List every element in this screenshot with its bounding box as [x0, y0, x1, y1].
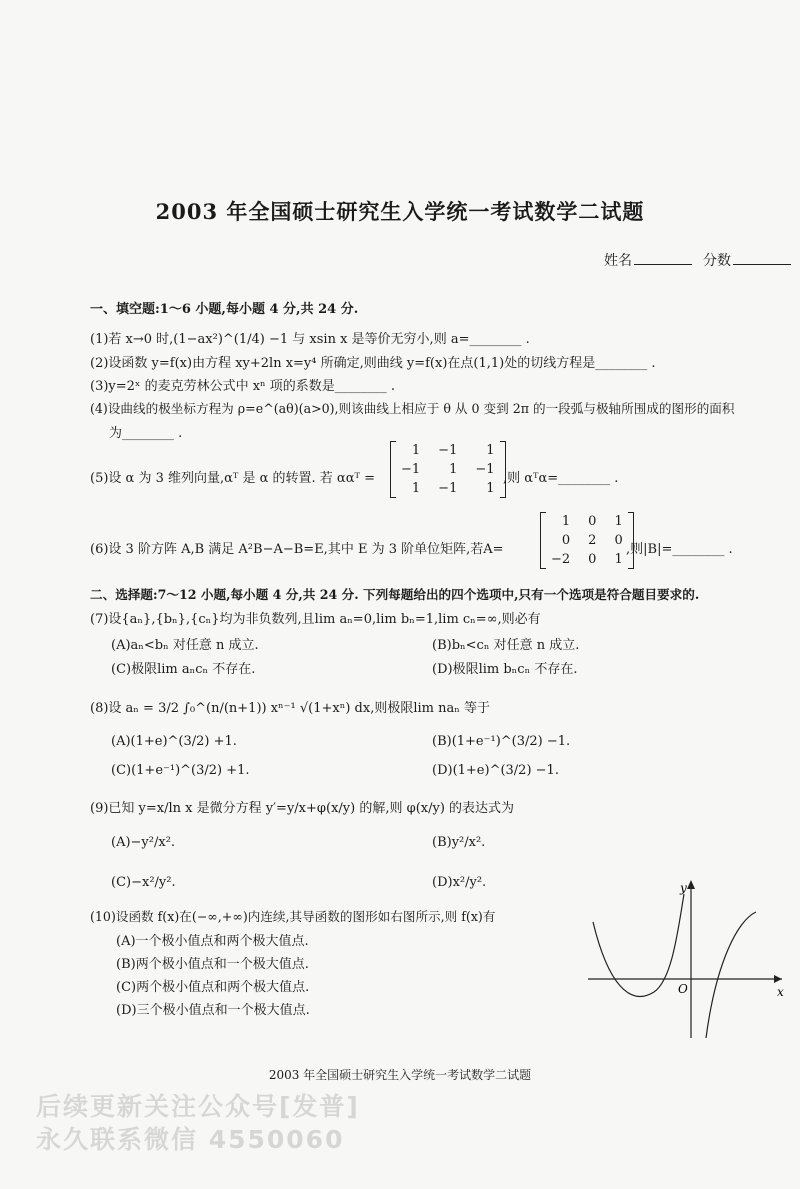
- page-title: 2003 年全国硕士研究生入学统一考试数学二试题: [155, 199, 645, 224]
- matrix-5-cell: −1: [438, 443, 458, 458]
- question-10-option-d: (D)三个极小值点和一个极大值点.: [116, 1003, 310, 1018]
- y-axis-arrow: [687, 880, 695, 889]
- question-9-option-d: (D)x²/y².: [432, 875, 487, 890]
- origin-label: O: [678, 982, 688, 996]
- score-label: 分数: [703, 253, 731, 269]
- question-9-option-b: (B)y²/x².: [432, 835, 486, 850]
- matrix-5-cell: 1: [486, 443, 495, 458]
- matrix-5-cell: −1: [475, 462, 495, 477]
- watermark-line1: 后续更新关注公众号[发普]: [36, 1092, 360, 1121]
- question-6-matrix: [542, 512, 632, 569]
- matrix-6-cell: −2: [551, 552, 571, 567]
- question-8-option-d: (D)(1+e)^(3/2) −1.: [432, 763, 559, 778]
- name-blank: [634, 252, 692, 265]
- name-field: [604, 250, 692, 270]
- question-4-line1: (4)设曲线的极坐标方程为 ρ=e^(aθ)(a>0),则该曲线上相应于 θ 从 0 变到 2π 的一段弧与极轴所围成的图形的面积: [90, 401, 735, 416]
- name-label: 姓名: [604, 253, 632, 269]
- matrix-5-cell: −1: [401, 462, 421, 477]
- question-6-suffix: ,则|B|=________ .: [626, 542, 733, 557]
- question-2: (2)设函数 y=f(x)由方程 xy+2ln x=y⁴ 所确定,则曲线 y=f(x)在点(1,1)处的切线方程是________ .: [90, 356, 656, 371]
- question-8: (8)设 aₙ = 3/2 ∫₀^(n/(n+1)) xⁿ⁻¹ √(1+xⁿ) dx,则极限lim naₙ 等于: [90, 701, 490, 716]
- question-5-suffix: ,则 αᵀα=________ .: [503, 471, 619, 486]
- matrix-5-cell: −1: [438, 481, 458, 496]
- matrix-6-cell: 0: [588, 514, 597, 529]
- page-footer: 2003 年全国硕士研究生入学统一考试数学二试题: [268, 1068, 532, 1082]
- question-9-option-c: (C)−x²/y².: [111, 875, 176, 890]
- matrix-6-cell: 2: [588, 533, 597, 548]
- right-curve: [706, 912, 756, 1038]
- matrix-5-cell: 1: [411, 481, 421, 496]
- matrix-6-cell: 1: [614, 552, 623, 567]
- question-3: (3)y=2ˣ 的麦克劳林公式中 xⁿ 项的系数是________ .: [90, 379, 396, 394]
- matrix-6-cell: 1: [614, 514, 623, 529]
- y-axis-label: y: [680, 881, 687, 895]
- question-1: (1)若 x→0 时,(1−ax²)^(1/4) −1 与 xsin x 是等价无穷小,则 a=________ .: [90, 332, 530, 347]
- score-blank: [733, 252, 791, 265]
- question-9: (9)已知 y=x/ln x 是微分方程 y′=y/x+φ(x/y) 的解,则 φ(x/y) 的表达式为: [90, 801, 515, 816]
- question-8-option-c: (C)(1+e⁻¹)^(3/2) +1.: [111, 763, 250, 778]
- question-7-option-c: (C)极限lim aₙcₙ 不存在.: [111, 662, 256, 677]
- x-axis-label: x: [777, 985, 784, 999]
- question-10-option-a: (A)一个极小值点和两个极大值点.: [116, 934, 309, 949]
- question-4-line2: 为________ .: [109, 426, 183, 441]
- question-7-option-a: (A)aₙ<bₙ 对任意 n 成立.: [111, 638, 259, 653]
- score-field: [703, 250, 791, 270]
- matrix-5-cell: 1: [411, 443, 421, 458]
- x-axis-arrow: [774, 975, 782, 983]
- matrix-6-cell: 0: [614, 533, 623, 548]
- question-9-option-a: (A)−y²/x².: [111, 835, 176, 850]
- derivative-graph: [580, 872, 790, 1044]
- question-7-option-b: (B)bₙ<cₙ 对任意 n 成立.: [432, 638, 580, 653]
- question-5-prefix: (5)设 α 为 3 维列向量,αᵀ 是 α 的转置. 若 ααᵀ =: [90, 471, 375, 486]
- section1-heading: 一、填空题:1～6 小题,每小题 4 分,共 24 分.: [90, 302, 359, 317]
- question-10-option-c: (C)两个极小值点和两个极大值点.: [116, 980, 310, 995]
- section2-heading: 二、选择题:7～12 小题,每小题 4 分,共 24 分. 下列每题给出的四个选项中,只有一个选项是符合题目要求的.: [90, 587, 700, 602]
- question-6-prefix: (6)设 3 阶方阵 A,B 满足 A²B−A−B=E,其中 E 为 3 阶单位矩阵,若A=: [90, 542, 504, 557]
- question-10: (10)设函数 f(x)在(−∞,+∞)内连续,其导函数的图形如右图所示,则 f(x)有: [90, 909, 496, 924]
- matrix-6-cell: 1: [561, 514, 571, 529]
- question-8-option-b: (B)(1+e⁻¹)^(3/2) −1.: [432, 734, 571, 749]
- matrix-5-cell: 1: [449, 462, 458, 477]
- question-8-option-a: (A)(1+e)^(3/2) +1.: [111, 734, 237, 749]
- watermark-line2: 永久联系微信 4550060: [36, 1125, 345, 1154]
- left-curve: [593, 894, 684, 996]
- matrix-5-cell: 1: [486, 481, 495, 496]
- question-10-option-b: (B)两个极小值点和一个极大值点.: [116, 957, 309, 972]
- question-5-matrix: [392, 441, 504, 498]
- question-7-option-d: (D)极限lim bₙcₙ 不存在.: [432, 662, 578, 677]
- question-7: (7)设{aₙ},{bₙ},{cₙ}均为非负数列,且lim aₙ=0,lim bₙ=1,lim cₙ=∞,则必有: [90, 612, 541, 627]
- matrix-6-cell: 0: [588, 552, 597, 567]
- matrix-6-cell: 0: [561, 533, 571, 548]
